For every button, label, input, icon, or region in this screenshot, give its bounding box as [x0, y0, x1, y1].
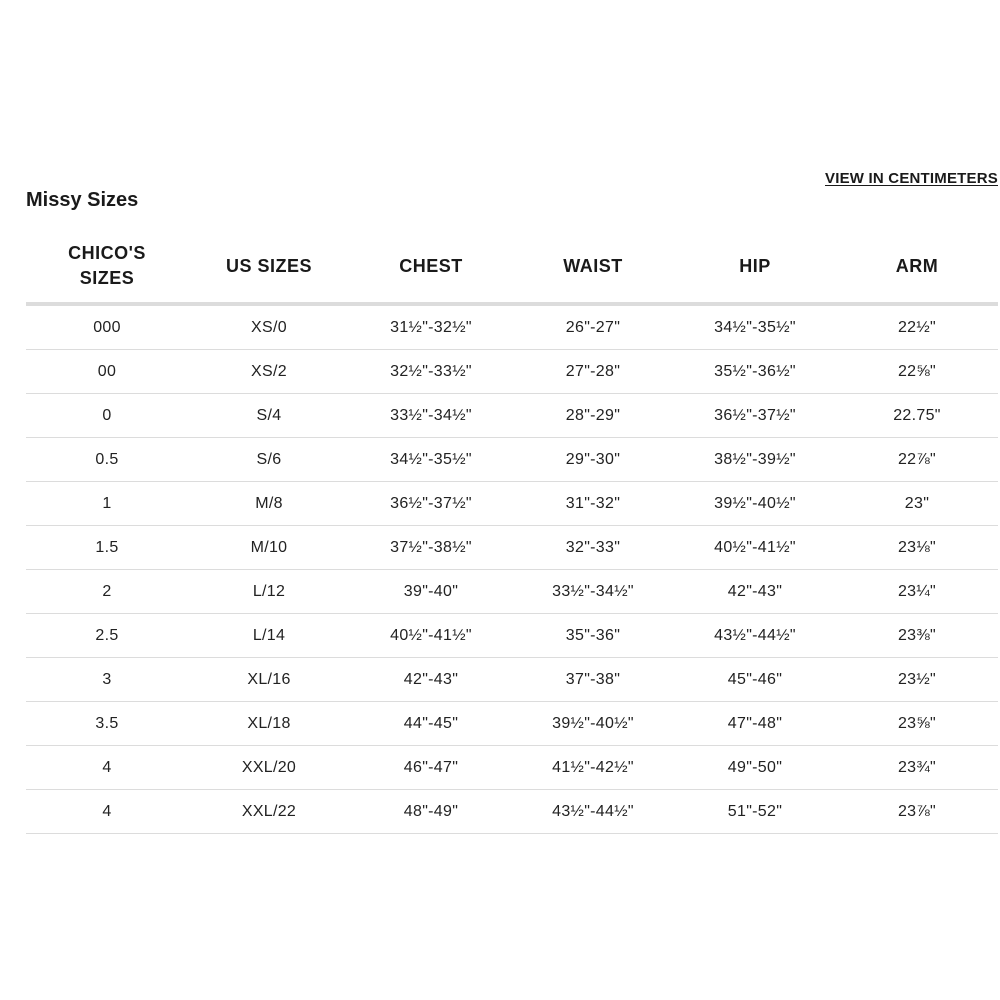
cell-chicos-size: 000 [26, 304, 188, 350]
cell-arm: 23⅜" [836, 614, 998, 658]
cell-chest: 33½"-34½" [350, 394, 512, 438]
cell-chest: 39"-40" [350, 570, 512, 614]
cell-hip: 35½"-36½" [674, 350, 836, 394]
cell-arm: 22.75" [836, 394, 998, 438]
table-row [26, 614, 998, 658]
cell-waist: 31"-32" [512, 482, 674, 526]
table-body [26, 304, 998, 834]
cell-hip: 51"-52" [674, 790, 836, 834]
table-row [26, 394, 998, 438]
cell-us-size: XXL/20 [188, 746, 350, 790]
cell-chicos-size: 3.5 [26, 702, 188, 746]
cell-chest: 31½"-32½" [350, 304, 512, 350]
cell-chest: 40½"-41½" [350, 614, 512, 658]
cell-waist: 29"-30" [512, 438, 674, 482]
cell-chicos-size: 1.5 [26, 526, 188, 570]
cell-us-size: XS/2 [188, 350, 350, 394]
cell-waist: 37"-38" [512, 658, 674, 702]
cell-chest: 34½"-35½" [350, 438, 512, 482]
table-row [26, 304, 998, 350]
cell-hip: 34½"-35½" [674, 304, 836, 350]
cell-chest: 48"-49" [350, 790, 512, 834]
table-row [26, 570, 998, 614]
cell-arm: 23⅞" [836, 790, 998, 834]
cell-chest: 37½"-38½" [350, 526, 512, 570]
cell-us-size: L/12 [188, 570, 350, 614]
cell-arm: 23" [836, 482, 998, 526]
table-row [26, 658, 998, 702]
cell-chicos-size: 0.5 [26, 438, 188, 482]
cell-us-size: S/6 [188, 438, 350, 482]
table-row [26, 746, 998, 790]
cell-arm: 22⅞" [836, 438, 998, 482]
cell-us-size: S/4 [188, 394, 350, 438]
cell-chest: 44"-45" [350, 702, 512, 746]
cell-hip: 45"-46" [674, 658, 836, 702]
cell-hip: 36½"-37½" [674, 394, 836, 438]
cell-chicos-size: 2.5 [26, 614, 188, 658]
cell-arm: 22½" [836, 304, 998, 350]
cell-chest: 36½"-37½" [350, 482, 512, 526]
cell-chest: 32½"-33½" [350, 350, 512, 394]
column-header-arm: ARM [836, 230, 998, 304]
column-header-chicos-sizes: CHICO'S SIZES [26, 230, 188, 304]
cell-arm: 23½" [836, 658, 998, 702]
cell-chicos-size: 0 [26, 394, 188, 438]
cell-waist: 32"-33" [512, 526, 674, 570]
column-header-hip: HIP [674, 230, 836, 304]
cell-us-size: XS/0 [188, 304, 350, 350]
table-row [26, 702, 998, 746]
view-in-centimeters-link[interactable]: VIEW IN CENTIMETERS [825, 170, 998, 187]
cell-hip: 49"-50" [674, 746, 836, 790]
cell-us-size: XL/16 [188, 658, 350, 702]
cell-us-size: M/10 [188, 526, 350, 570]
column-header-us-sizes: US SIZES [188, 230, 350, 304]
table-row [26, 350, 998, 394]
cell-waist: 43½"-44½" [512, 790, 674, 834]
cell-waist: 33½"-34½" [512, 570, 674, 614]
table-row [26, 482, 998, 526]
cell-us-size: L/14 [188, 614, 350, 658]
cell-chest: 46"-47" [350, 746, 512, 790]
cell-us-size: XXL/22 [188, 790, 350, 834]
cell-arm: 23¾" [836, 746, 998, 790]
table-row [26, 526, 998, 570]
column-header-chest: CHEST [350, 230, 512, 304]
table-row [26, 790, 998, 834]
cell-arm: 23¼" [836, 570, 998, 614]
cell-chicos-size: 00 [26, 350, 188, 394]
cell-arm: 23⅛" [836, 526, 998, 570]
cell-hip: 42"-43" [674, 570, 836, 614]
cell-chicos-size: 2 [26, 570, 188, 614]
cell-hip: 47"-48" [674, 702, 836, 746]
cell-waist: 41½"-42½" [512, 746, 674, 790]
size-chart-table [26, 230, 998, 834]
cell-waist: 39½"-40½" [512, 702, 674, 746]
cell-arm: 23⅝" [836, 702, 998, 746]
section-title: Missy Sizes [26, 189, 139, 211]
cell-hip: 40½"-41½" [674, 526, 836, 570]
cell-waist: 26"-27" [512, 304, 674, 350]
cell-chicos-size: 4 [26, 746, 188, 790]
cell-waist: 35"-36" [512, 614, 674, 658]
cell-arm: 22⅝" [836, 350, 998, 394]
cell-hip: 39½"-40½" [674, 482, 836, 526]
cell-waist: 28"-29" [512, 394, 674, 438]
cell-waist: 27"-28" [512, 350, 674, 394]
cell-chest: 42"-43" [350, 658, 512, 702]
cell-hip: 43½"-44½" [674, 614, 836, 658]
cell-chicos-size: 1 [26, 482, 188, 526]
cell-chicos-size: 3 [26, 658, 188, 702]
cell-us-size: M/8 [188, 482, 350, 526]
column-header-waist: WAIST [512, 230, 674, 304]
table-header-row [26, 230, 998, 304]
table-row [26, 438, 998, 482]
cell-hip: 38½"-39½" [674, 438, 836, 482]
cell-chicos-size: 4 [26, 790, 188, 834]
cell-us-size: XL/18 [188, 702, 350, 746]
